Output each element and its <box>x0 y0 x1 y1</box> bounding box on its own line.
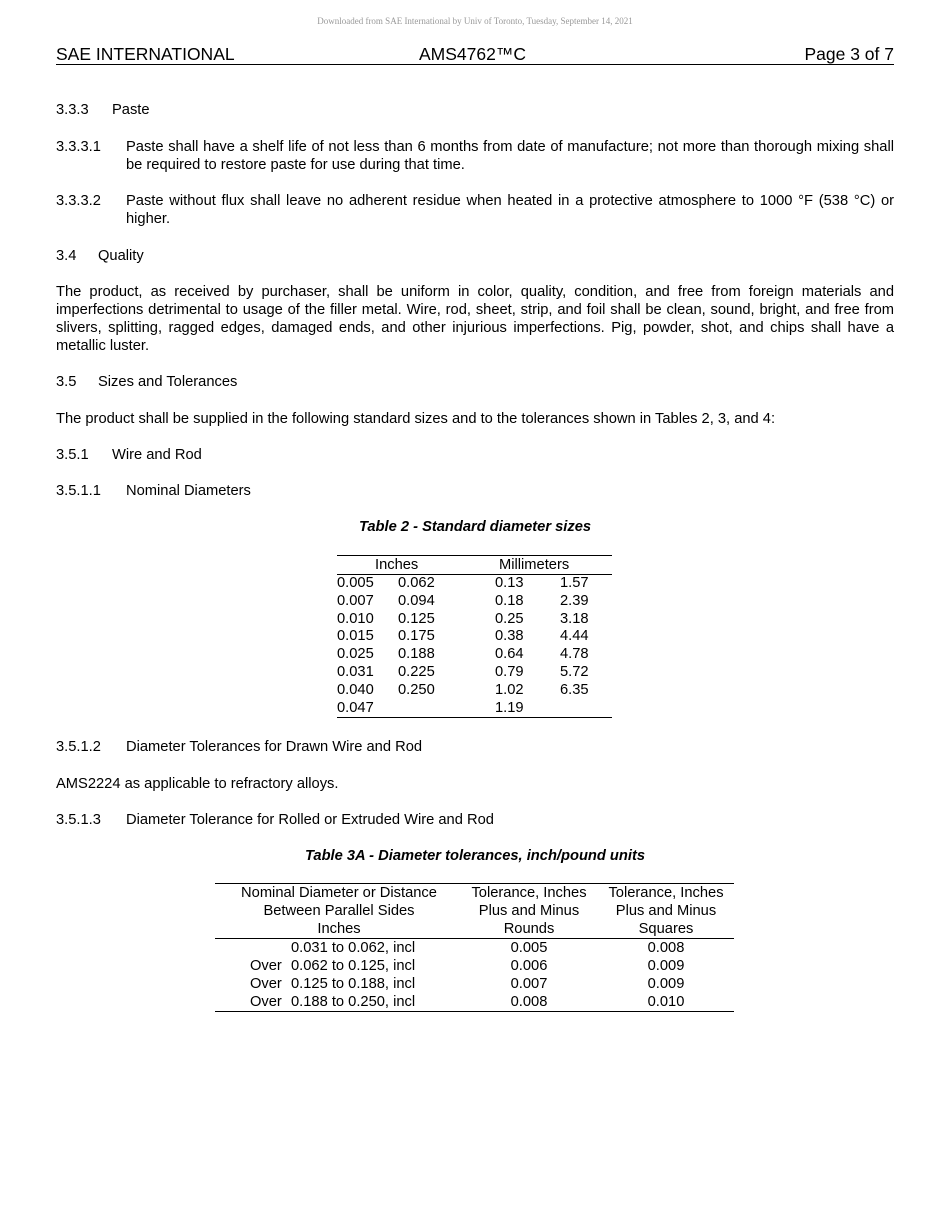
table-cell: Over <box>250 958 282 974</box>
table-row <box>215 939 734 957</box>
table-3a-diameter-tolerances <box>215 883 734 1012</box>
table-row <box>337 611 612 629</box>
table-cell: 0.005 <box>337 575 374 591</box>
table-cell: 0.040 <box>337 681 374 698</box>
section-3-5-1-1-heading <box>56 482 894 500</box>
table-cell: Over <box>250 976 282 992</box>
table-cell: 0.175 <box>398 628 435 645</box>
table-cell: 0.225 <box>398 663 435 680</box>
table-2-standard-diameter-sizes <box>337 555 612 718</box>
table-cell: 0.008 <box>647 940 685 956</box>
table-cell: 0.64 <box>495 646 524 663</box>
table-cell: 0.13 <box>495 575 524 591</box>
header-cell: Squares <box>638 921 694 937</box>
section-title: Wire and Rod <box>112 447 202 463</box>
header-org: SAE INTERNATIONAL <box>56 44 235 64</box>
section-3-5-1-heading <box>56 446 894 464</box>
header-cell: Plus and Minus <box>615 903 717 919</box>
table-cell: 6.35 <box>560 681 589 698</box>
table-2-title: Table 2 - Standard diameter sizes <box>358 519 592 535</box>
section-number: 3.3.3 <box>56 102 89 118</box>
header-cell: Plus and Minus <box>478 903 580 919</box>
table-cell: 0.125 <box>398 610 435 627</box>
section-title: Diameter Tolerances for Drawn Wire and Rod <box>126 739 423 755</box>
table-cell: 0.062 to 0.125, incl <box>291 958 416 974</box>
section-3-5-1-3-heading <box>56 811 894 829</box>
section-title: Paste <box>112 102 150 118</box>
drawn-wire-paragraph: AMS2224 as applicable to refractory alloys. <box>56 776 339 792</box>
section-3-3-3-heading <box>56 101 894 119</box>
table-cell: 0.031 <box>337 663 374 680</box>
table-cell: 0.062 <box>398 575 435 591</box>
section-text: Paste without flux shall leave no adherent residue when heated in a protective atmosphere to 1000 °F (538 °C) or higher. <box>126 193 894 227</box>
table-cell: 0.009 <box>647 976 685 992</box>
section-text: Paste shall have a shelf life of not less than 6 months from date of manufacture; not more than thorough mixing shall be required to restore paste for use during that time. <box>126 139 894 173</box>
table-cell: 0.188 <box>398 646 435 663</box>
section-title: Quality <box>98 248 144 264</box>
header-cell: Between Parallel Sides <box>263 903 415 919</box>
section-3-5-1-2-heading <box>56 738 894 756</box>
table-row <box>337 575 612 593</box>
table-header-row <box>215 920 734 938</box>
section-number: 3.3.3.1 <box>56 139 101 155</box>
download-watermark: Downloaded from SAE International by Univ of Toronto, Tuesday, September 14, 2021 <box>317 16 633 26</box>
header-page-number: Page 3 of 7 <box>804 44 894 64</box>
table-cell: 5.72 <box>560 663 589 680</box>
header-cell: Inches <box>317 921 361 937</box>
section-number: 3.5.1.2 <box>56 739 101 755</box>
table-cell: 0.094 <box>398 592 435 609</box>
header-cell: Rounds <box>503 921 555 937</box>
table-cell: 2.39 <box>560 592 589 609</box>
section-number: 3.3.3.2 <box>56 193 101 209</box>
table-header <box>337 556 612 575</box>
table-header-row <box>215 884 734 902</box>
section-3-3-3-1 <box>56 138 894 174</box>
table-cell: 0.009 <box>647 958 685 974</box>
table-cell: 0.005 <box>510 940 548 956</box>
table-cell: 1.57 <box>560 575 589 591</box>
header-inches: Inches <box>375 557 419 573</box>
section-title: Nominal Diameters <box>126 483 251 499</box>
table-row <box>337 664 612 682</box>
section-3-5-heading <box>56 373 894 391</box>
table-cell: 4.44 <box>560 628 589 645</box>
table-cell: 0.18 <box>495 592 524 609</box>
section-3-4-heading <box>56 247 894 265</box>
section-title: Diameter Tolerance for Rolled or Extruded Wire and Rod <box>126 812 494 828</box>
section-number: 3.5.1 <box>56 447 89 463</box>
table-cell: 0.010 <box>647 994 685 1010</box>
sizes-paragraph: The product shall be supplied in the following standard sizes and to the tolerances shown in Tables 2, 3, and 4: <box>56 411 776 427</box>
header-cell: Tolerance, Inches <box>608 885 724 901</box>
table-header-row <box>215 902 734 920</box>
header-cell: Nominal Diameter or Distance <box>241 885 437 901</box>
section-number: 3.5 <box>56 374 77 390</box>
table-row <box>337 700 612 718</box>
table-cell: 0.25 <box>495 610 524 627</box>
header-millimeters: Millimeters <box>499 557 570 573</box>
table-cell: 0.047 <box>337 699 374 716</box>
table-cell: Over <box>250 994 282 1010</box>
table-cell: 0.007 <box>510 976 548 992</box>
table-row <box>215 975 734 993</box>
section-3-3-3-2 <box>56 192 894 228</box>
table-cell: 1.02 <box>495 681 524 698</box>
table-row <box>337 628 612 646</box>
header-doc-number: AMS4762™C <box>419 44 526 64</box>
table-cell: 0.188 to 0.250, incl <box>291 994 416 1010</box>
table-3a-title: Table 3A - Diameter tolerances, inch/pound units <box>304 848 646 864</box>
table-cell: 0.007 <box>337 592 374 609</box>
section-title: Sizes and Tolerances <box>98 374 238 390</box>
table-row <box>337 593 612 611</box>
table-cell: 1.19 <box>495 699 524 716</box>
table-cell: 0.008 <box>510 994 548 1010</box>
section-number: 3.5.1.1 <box>56 483 101 499</box>
quality-paragraph: The product, as received by purchaser, shall be uniform in color, quality, condition, and free from foreign materials and imperfections detrimental to usage of the filler metal. Wire, rod, sheet, strip, and foil shall be clean, sound, bright, and free from slivers, splitting, ragged edges, damaged ends, and other injurious imperfections. Pig, powder, shot, and chips shall have a metallic luster. <box>56 284 894 354</box>
table-cell: 0.250 <box>398 681 435 698</box>
table-cell: 0.015 <box>337 628 374 645</box>
section-number: 3.5.1.3 <box>56 812 101 828</box>
header-cell: Tolerance, Inches <box>471 885 587 901</box>
table-cell: 0.031 to 0.062, incl <box>291 940 416 956</box>
table-cell: 4.78 <box>560 646 589 663</box>
table-row <box>337 646 612 664</box>
table-cell: 0.79 <box>495 663 524 680</box>
page-header <box>56 44 894 65</box>
table-cell: 0.025 <box>337 646 374 663</box>
table-cell: 0.006 <box>510 958 548 974</box>
section-number: 3.4 <box>56 248 77 264</box>
table-row <box>337 682 612 700</box>
table-row <box>215 957 734 975</box>
table-cell: 0.010 <box>337 610 374 627</box>
table-cell: 0.125 to 0.188, incl <box>291 976 416 992</box>
table-cell: 0.38 <box>495 628 524 645</box>
table-row <box>215 993 734 1011</box>
table-cell: 3.18 <box>560 610 589 627</box>
